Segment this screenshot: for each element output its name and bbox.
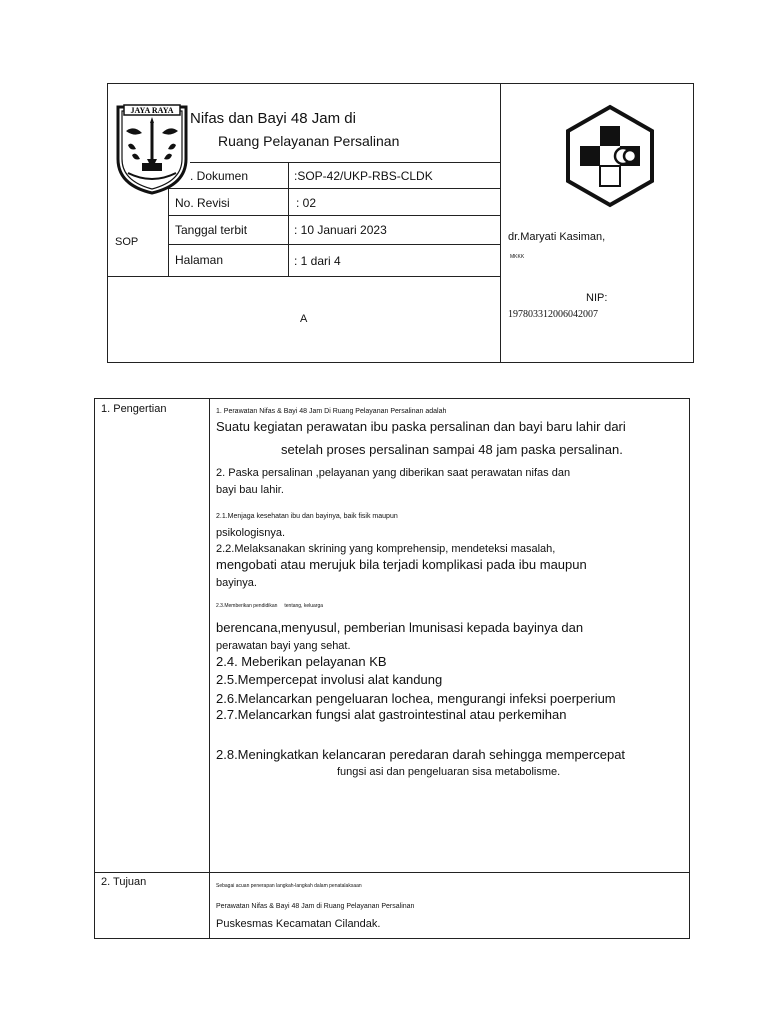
letter-a: A [300, 313, 308, 325]
row-value-dokumen: :SOP-42/UKP-RBS-CLDK [294, 169, 433, 183]
section-label-tujuan: 2. Tujuan [101, 876, 147, 888]
pengertian-line: 2.2.Melaksanakan skrining yang komprehensip, mendeteksi masalah, [216, 543, 556, 555]
pengertian-line: fungsi asi dan pengeluaran sisa metabolisme. [337, 766, 561, 778]
pengertian-line: 2.6.Melancarkan pengeluaran lochea, mengurangi infeksi poerperium [216, 691, 616, 706]
tujuan-line: Perawatan Nifas & Bayi 48 Jam di Ruang Pelayanan Persalinan [216, 903, 415, 910]
pengertian-line: 2.8.Meningkatkan kelancaran peredaran darah sehingga mempercepat [216, 747, 626, 762]
section-label-pengertian: 1. Pengertian [101, 403, 167, 415]
pengertian-line: 2.4. Meberikan pelayanan KB [216, 654, 387, 669]
pengertian-line: berencana,menyusul, pemberian lmunisasi kepada bayinya dan [216, 620, 584, 635]
pengertian-line: 1. Perawatan Nifas & Bayi 48 Jam Di Ruang Pelayanan Persalinan adalah [216, 408, 447, 415]
row-label-halaman: Halaman [175, 253, 224, 267]
row-line-3 [168, 215, 501, 216]
pengertian-line: Suatu kegiatan perawatan ibu paska persalinan dan bayi baru lahir dari [216, 419, 626, 434]
row-line-4 [168, 244, 501, 245]
sop-title-line1: Nifas dan Bayi 48 Jam di [190, 110, 356, 127]
header-divider-label [168, 188, 169, 277]
jaya-raya-logo [114, 101, 190, 195]
row-value-halaman: : 1 dari 4 [294, 254, 341, 268]
row-label-tanggal: Tanggal terbit [175, 223, 248, 237]
row-value-revisi: : 02 [296, 196, 317, 210]
header-divider-value [288, 162, 289, 277]
pengertian-line: setelah proses persalinan sampai 48 jam paska persalinan. [281, 442, 623, 457]
sop-title-line2: Ruang Pelayanan Persalinan [218, 133, 400, 149]
pengertian-line: 2.7.Melancarkan fungsi alat gastrointestinal atau perkemihan [216, 707, 567, 722]
row-value-tanggal: : 10 Januari 2023 [294, 223, 387, 237]
row-line-1 [190, 162, 501, 163]
nip-value: 197803312006042007 [508, 309, 598, 320]
pengertian-line: 2. Paska persalinan ,pelayanan yang diberikan saat perawatan nifas dan [216, 467, 571, 479]
logo-text: JAYA RAYA [130, 106, 174, 115]
tujuan-line: Sebagai acuan penerapan langkah-langkah dalam penatalaksaan [216, 883, 362, 889]
pengertian-line: bayinya. [216, 577, 257, 589]
row-label-dokumen: . Dokumen [190, 169, 249, 183]
puskesmas-logo [564, 104, 656, 208]
pengertian-line: bayi bau lahir. [216, 484, 284, 496]
sop-label: SOP [115, 236, 139, 248]
pengertian-line: 2.3.Memberikan pendidikan tentang, keluarga [216, 603, 324, 609]
header-divider-right [500, 83, 501, 363]
content-row-divider [94, 872, 690, 873]
pengertian-line: psikologisnya. [216, 527, 286, 539]
pengertian-line: mengobati atau merujuk bila terjadi komplikasi pada ibu maupun [216, 557, 587, 572]
pengertian-line: 2.1.Menjaga kesehatan ibu dan bayinya, baik fisik maupun [216, 513, 398, 520]
pengertian-line: perawatan bayi yang sehat. [216, 640, 351, 652]
content-label-divider [209, 398, 210, 939]
signer-name: dr.Maryati Kasiman, [508, 231, 606, 243]
row-label-revisi: No. Revisi [175, 196, 230, 210]
row-line-2 [168, 188, 501, 189]
signer-title: MKKK [510, 254, 525, 260]
tujuan-line: Puskesmas Kecamatan Cilandak. [216, 918, 381, 930]
pengertian-line: 2.5.Mempercepat involusi alat kandung [216, 672, 443, 687]
content-table [94, 398, 690, 939]
nip-label: NIP: [586, 292, 608, 304]
header-divider-bottom [107, 276, 501, 277]
